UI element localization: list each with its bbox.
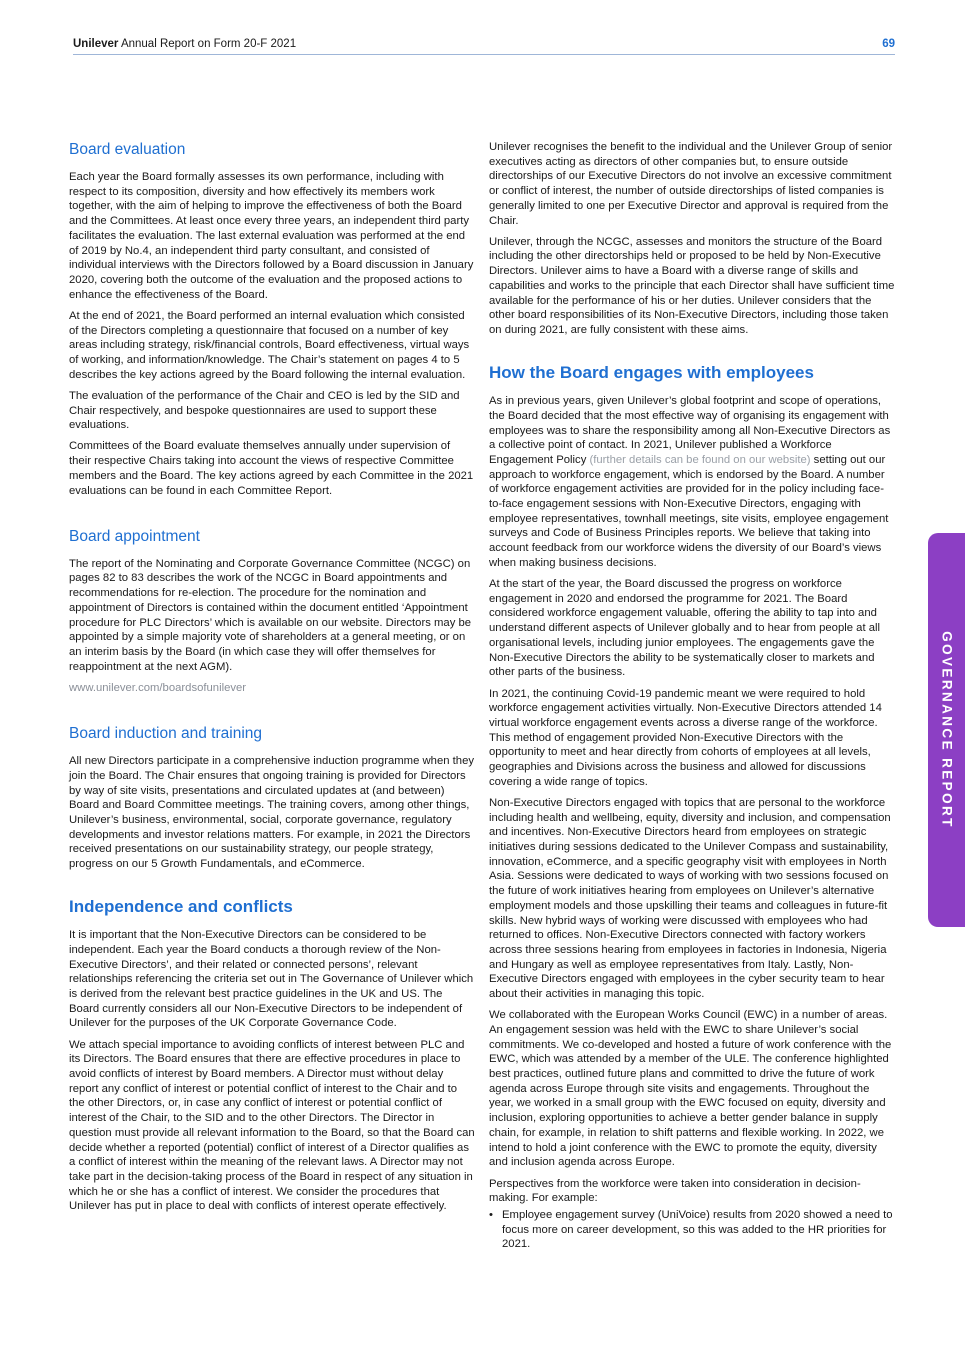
paragraph: It is important that the Non-Executive Directors can be considered to be independent. Each year the Board conducts a thorough review of the Non-Executive Directors’, and their related or connected persons’, relevant relationships referencing the criteria set out in The Governance of Unilever which is derived from the relevant best practice guidelines in the UK and US. The Board currently considers all our Non-Executive Directors to be independent of Unilever for the purposes of the UK Corporate Governance Code. <box>69 929 474 1030</box>
section-independence <box>69 896 475 1214</box>
paragraph: Unilever, through the NCGC, assesses and monitors the structure of the Board including the other directorships held or proposed to be held by Non-Executive Directors. Unilever aims to have a Board with a diverse range of skills and capabilities and works to the principle that each Director shall have sufficient time available for the performance of his or her duties. Unilever considers that the other board responsibilities of its Non-Executive Directors, including those taken on during 2021, are fully consistent with these aims. <box>489 235 895 336</box>
heading-employee-engagement: How the Board engages with employees <box>489 363 814 383</box>
section-board-induction <box>69 724 475 872</box>
paragraph: All new Directors participate in a comprehensive induction programme when they join the Board. The Chair ensures that ongoing training is provided for Directors by way of site visits, presentations and circulated updates at (and between) Board and Board Committee meetings. The training covers, among other things, Unilever’s business, environmental, social, corporate governance, regulatory developments and investor relations matters. For example, in 2021 the Directors received presentations on our sustainability strategy, our people strategy, progress on our 5 Growth Fundamentals, and eCommerce. <box>69 755 475 871</box>
section-side-tab[interactable] <box>928 533 965 927</box>
paragraph: In 2021, the continuing Covid-19 pandemic meant we were required to hold workforce engagement activities virtually. Non-Executive Directors attended 14 virtual workforce engagement events across a diverse range of the workforce. This method of engagement provided Non-Executive Directors with the opportunity to meet and hear directly from cohorts of employees at all levels, geographies and Divisions across the business and allowed for discussions covering a wide range of topics. <box>489 687 882 788</box>
header-document-title: Annual Report on Form 20-F 2021 <box>120 38 297 50</box>
list-item <box>489 1208 895 1252</box>
section-board-evaluation <box>69 140 475 498</box>
paragraph: At the end of 2021, the Board performed an internal evaluation which consisted of the Directors completing a questionnaire that focused on a number of key areas including strategy, risk/financial controls, Board effectiveness, virtual ways of working, and information/knowledge. The Chair’s statement on pages 4 to 5 describes the key actions agreed by the Board following the internal evaluation. <box>69 309 470 381</box>
paragraph: At the start of the year, the Board discussed the progress on workforce engagement in 2020 and endorsed the programme for 2021. The Board considered workforce engagement valuable, offering the ability to tap into and understand different aspects of Unilever globally and to hear from people at all organisational levels, including junior employees. The engagements gave the Non-Executive Directors the ability to be systematically closer to markets and other parts of the business. <box>489 578 881 679</box>
boards-link[interactable]: www.unilever.com/boardsofunilever <box>69 681 247 694</box>
paragraph <box>489 394 895 570</box>
header-brand: Unilever <box>73 38 119 50</box>
section-outside-directorships <box>489 140 895 338</box>
side-tab-label: GOVERNANCE REPORT <box>939 631 954 829</box>
bullet-list <box>489 1208 895 1252</box>
text-run: As in previous years, given Unilever’s global footprint and scope of operations, the Board decided that the most effective way of organising its engagement with employees was to share the responsibility among all Non-Executive Directors as a collective point of contact. In 2021, Unilever published a Workforce Engagement Policy <box>489 395 891 466</box>
page-header <box>73 36 895 55</box>
bullet-icon: • <box>489 1208 493 1221</box>
list-item-text: Employee engagement survey (UniVoice) results from 2020 showed a need to focus more on career development, so this was added to the HR priorities for 2021. <box>502 1208 893 1251</box>
paragraph: Each year the Board formally assesses its own performance, including with respect to its composition, diversity and how effectively its members work together, with the aim of helping to improve the effectiveness of both the Board and the Committees. At least once every three years, an independent third party facilitates the evaluation. The last external evaluation was performed at the end of 2019 by No.4, an independent third party consultant, and consisted of individual interviews with the Directors followed by a Board discussion in January 2020, covering both the outcome of the evaluation and the proposed actions to enhance the effectiveness of the Board. <box>69 171 474 301</box>
page-number: 69 <box>882 38 895 50</box>
paragraph: Committees of the Board evaluate themselves annually under supervision of their respective Chairs taking into account the views of respective Committee members and the Board. The key actions agreed by each Committee in the 2021 evaluations can be found in each Committee Report. <box>69 440 474 497</box>
heading-board-induction: Board induction and training <box>69 725 263 743</box>
paragraph: The report of the Nominating and Corporate Governance Committee (NCGC) on pages 82 to 83 describes the work of the NCGC in Board appointments and recommendations for re-election. The procedure for the nomination and appointment of Directors is contained within the document entitled ‘Appointment procedure for PLC Directors’ which is available on our website. Directors may be appointed by a simple majority vote of shareholders at a general meeting, or on an interim basis by the Board (in which case they will offer themselves for reappointment at the next AGM). <box>69 557 472 673</box>
paragraph: Unilever recognises the benefit to the individual and the Unilever Group of senior executives acting as directors of other companies but, to ensure outside directorships of our Executive Directors do not involve an excessive commitment or conflict of interest, the number of outside directorships of listed companies is generally limited to one per Executive Director and approval is required from the Chair. <box>489 141 893 227</box>
paragraph: The evaluation of the performance of the Chair and CEO is led by the SID and Chair respectively, and bespoke questionnaires are used to support these evaluations. <box>69 389 460 432</box>
left-column <box>69 140 475 1221</box>
website-link[interactable]: (further details can be found on our website) <box>589 453 811 466</box>
heading-board-evaluation: Board evaluation <box>69 141 186 158</box>
paragraph: We attach special importance to avoiding conflicts of interest between PLC and its Directors. The Board ensures that there are effective procedures in place to avoid conflicts of interest by Board members. A Director must without delay report any conflict of interest or potential conflict of interest to the Chair and to the other Directors, or, in case any conflict of interest or potential conflict of interest of the Chair, to the SID and to the other Directors. The Director in question must provide all relevant information to the Board, so that the Board can decide whether a reported (potential) conflict of interest of a Director qualifies as a conflict of interest within the meaning of the relevant laws. A Director may not take part in the decision-taking process of the Board in respect of any situation in which he or she has a conflict of interest. We consider the procedures that Unilever has put in place to deal with conflicts of interest operate effectively. <box>69 1038 475 1213</box>
heading-independence: Independence and conflicts <box>69 897 293 917</box>
section-board-appointment <box>69 527 475 696</box>
right-column <box>489 140 895 1252</box>
heading-board-appointment: Board appointment <box>69 527 200 545</box>
paragraph: Non-Executive Directors engaged with topics that are personal to the workforce including health and wellbeing, equity, diversity and inclusion, and compensation and incentives. Non-Executive Directors heard from employees on strategic initiatives during sessions dedicated to the Unilever Compass and sustainability, innovation, eCommerce, and a specific geography visit with employees in North Asia. Sessions were dedicated to ways of working with two sessions focused on the future of work initiatives hearing from employees on Unilever’s alternative employment models and those upskilling their teams and colleagues in future-fit skills. New hybrid ways of working were discussed with employees who had returned to offices. Non-Executive Directors connected with factory workers across three sessions hearing from employees in factories in Indonesia, Nigeria and Hungary as well as employee representatives from Italy. Lastly, Non-Executive Directors engaged with employees in the cyber security team to hear about their activities in managing this topic. <box>489 796 891 1001</box>
paragraph: Perspectives from the workforce were taken into consideration in decision-making. For example: <box>489 1177 861 1205</box>
text-run: setting out our approach to workforce engagement, which is endorsed by the Board. A number of workforce engagement activities are provided for in the policy including face-to-face engagement sessions with Non-Executive Directors, engaging with employee representatives, townhall meetings, site visits, employee engagement surveys and Code of Business Principles reports. We believe that taking into account feedback from our workforce widens the diversity of our Board’s views when making business decisions. <box>489 453 889 569</box>
section-employee-engagement <box>489 362 895 1252</box>
paragraph: We collaborated with the European Works Council (EWC) in a number of areas. An engagement session was held with the EWC to share Unilever’s social commitments. We co-developed and hosted a future of work conference with the EWC, which was attended by a member of the ULE. The conference highlighted best practices, outlined future plans and committed to drive the future of work agenda across Europe through site visits and engagements. Throughout the year, we worked in a small group with the EWC focused on equity, diversity and inclusion, exploring opportunities to achieve a better gender balance in supply chain, for example, in relation to shift patterns and flexible working. In 2022, we intend to hold a joint conference with the EWC to promote the equity, diversity and inclusion agenda across Europe. <box>489 1009 892 1169</box>
